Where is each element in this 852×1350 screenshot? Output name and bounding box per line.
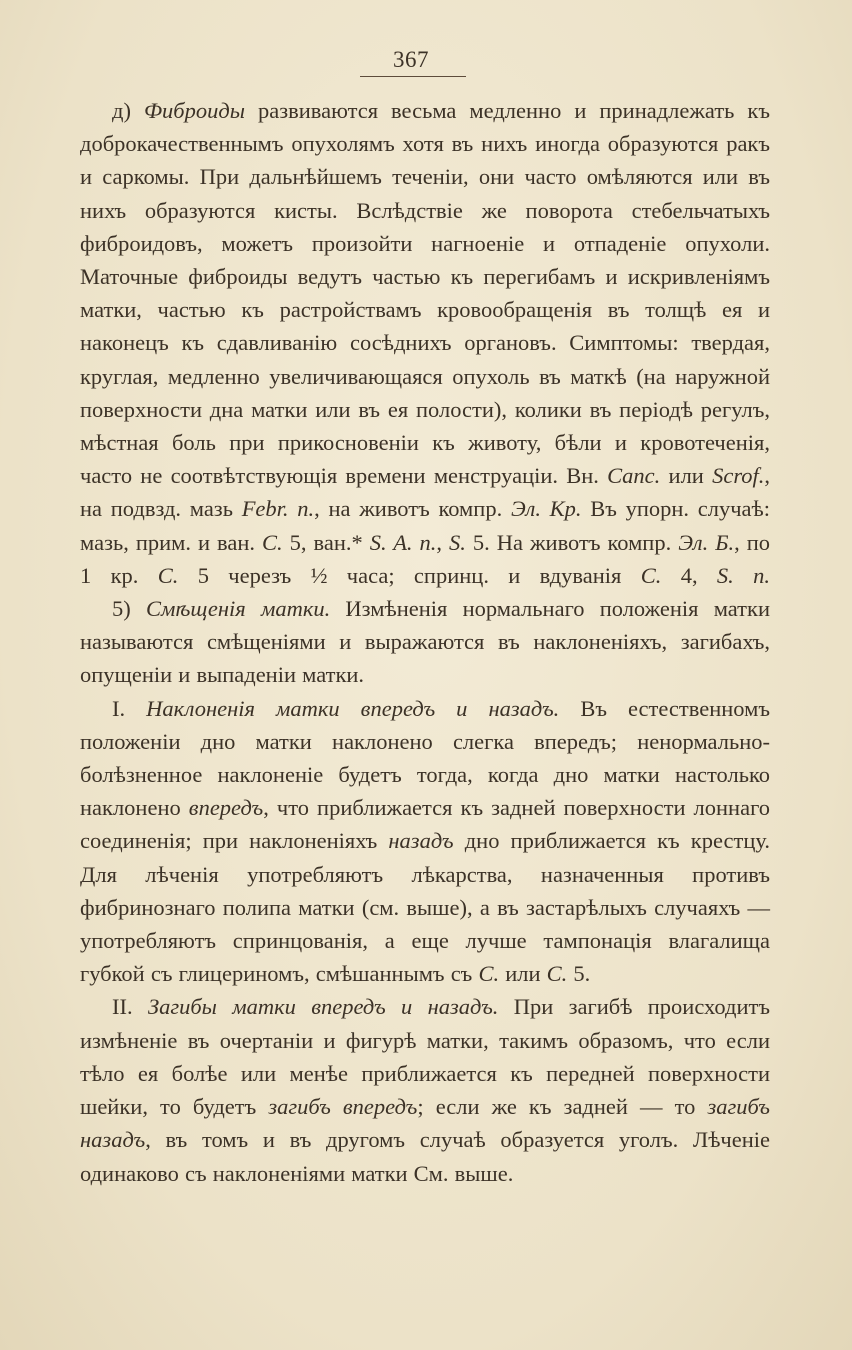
italic-text-segment: С. [262, 529, 283, 555]
italic-text-segment: загибъ впередъ [268, 1094, 418, 1120]
italic-text-segment: впередъ [188, 795, 264, 821]
text-segment: 5. [567, 961, 591, 987]
text-segment: 4, [661, 562, 717, 588]
text-segment: Измѣненія нормальнаго положенія матки называются смѣщеніями и выражаются въ наклоненіяхъ, загибахъ, опущеніи и выпаденіи матки. [80, 596, 770, 688]
italic-text-segment: Смѣщенія матки. [145, 596, 331, 622]
text-segment: д) [112, 98, 144, 123]
italic-text-segment: Загибы матки впередъ и назадъ. [147, 994, 499, 1020]
italic-text-segment: Febr. n. [241, 496, 315, 522]
italic-text-segment: Эл. Кр. [510, 496, 582, 522]
italic-text-segment: С. [546, 961, 568, 987]
italic-text-segment: Фиброиды [143, 98, 245, 123]
page-number-rule [360, 76, 466, 77]
text-segment: , на подвзд. мазь [80, 463, 770, 522]
text-segment: развиваются весьма медленно и принадлежать къ доброкачественнымъ опухолямъ хотя въ нихъ иногда образуются ракъ и саркомы. При дальнѣйшемъ теченіи, они часто омѣляются или въ нихъ образуются кисты. Вслѣдствіе же поворота стебельчатыхъ фиброидовъ, можетъ произойти нагноеніе и отпаденіе опухоли. Маточные фиброиды ведутъ частью къ перегибамъ и искривленіямъ матки, частью къ растройствамъ кровообращенія въ толщѣ ея и наконецъ къ сдавливанію сосѣднихъ органовъ. Симптомы: твердая, круглая, медленно увеличивающаяся опухоль въ маткѣ (на наружной поверхности дна матки или въ ея полости), колики въ періодѣ регулъ, мѣстная боль при прикосновеніи къ животу, бѣли и кровотеченія, часто не соотвѣтствующія времени менструаціи. Вн. [80, 98, 770, 489]
italic-text-segment: С. [640, 562, 662, 588]
paragraph-displacements [80, 592, 770, 692]
italic-text-segment: Эл. Б. [678, 529, 735, 555]
italic-text-segment: С. [157, 562, 179, 588]
italic-text-segment: С. [478, 961, 500, 987]
page-body [80, 94, 770, 1190]
text-segment: , что приближается къ задней поверхности лоннаго соединенія; при наклоненіяхъ [80, 795, 770, 854]
italic-text-segment: загибъ назадъ [80, 1094, 770, 1153]
text-segment: Въ упорн. случаѣ: мазь, прим. и ван. [80, 496, 770, 555]
text-segment: , въ томъ и въ другомъ случаѣ образуется уголъ. Лѣченіе одинаково съ наклоненіями матки См. выше. [80, 1127, 770, 1186]
text-segment: II. [112, 994, 148, 1020]
text-segment: Въ естественномъ положеніи дно матки наклонено слегка впередъ; ненормально-болѣзненное наклоненіе будетъ тогда, когда дно матки настолько наклонено [80, 695, 770, 821]
italic-text-segment: Наклоненія матки впередъ и назадъ. [146, 695, 560, 721]
text-segment: 5. На животъ компр. [465, 529, 679, 555]
italic-text-segment: S. n. [716, 562, 770, 588]
text-segment: 5) [112, 596, 146, 622]
page-number: 367 [393, 47, 429, 72]
paragraph-flexions [80, 990, 770, 1189]
text-segment: I. [112, 695, 147, 721]
text-segment: , [436, 529, 450, 555]
italic-text-segment: S. [449, 529, 466, 555]
text-segment: При загибѣ происходитъ измѣненіе въ очертаніи и фигурѣ матки, такимъ образомъ, что если тѣло ея болѣе или менѣе приближается къ передней поверхности шейки, то будетъ [80, 994, 770, 1120]
paragraph-inclinations [80, 692, 770, 991]
text-segment: , на животъ компр. [314, 496, 511, 522]
text-segment: 5, ван.* [282, 529, 370, 555]
text-segment: или [660, 463, 713, 489]
text-segment: , по 1 кр. [80, 529, 771, 588]
text-segment: 5 черезъ ½ часа; спринц. и вдуванія [178, 562, 641, 588]
text-segment: ; если же къ задней — то [417, 1094, 708, 1120]
italic-text-segment: Canc. [607, 463, 661, 489]
italic-text-segment: S. A. n. [369, 529, 437, 555]
text-segment: или [499, 961, 547, 987]
text-segment: дно приближается къ крестцу. Для лѣченія употребляютъ лѣкарства, назначенныя противъ фибринознаго полипа матки (см. выше), а въ застарѣлыхъ случаяхъ — употребляютъ спринцованія, а еще лучше тампонація влагалища губкой съ глицериномъ, смѣшаннымъ съ [80, 828, 770, 987]
italic-text-segment: назадъ [388, 828, 454, 854]
italic-text-segment: Scrof. [712, 463, 765, 489]
paragraph-fibroids [80, 94, 770, 592]
